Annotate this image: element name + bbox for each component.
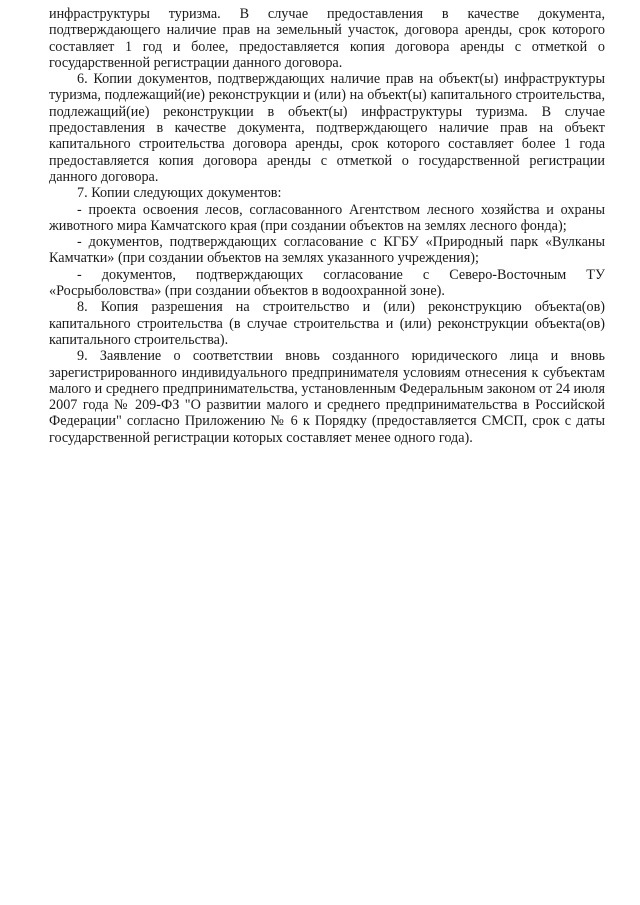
paragraph-9: 9. Заявление о соответствии вновь созданного юридического лица и вновь зарегистрированного индивидуального предпринимателя условиям отнесения к субъектам малого и среднего предпринимательства, установленным Федеральным законом от 24 июля 2007 года № 209-ФЗ "О развитии малого и среднего предпринимательства в Российской Федерации" согласно Приложению № 6 к Порядку (предоставляется СМСП, срок с даты государственной регистрации которых составляет менее одного года). xyxy=(49,348,605,446)
paragraph-6: 6. Копии документов, подтверждающих наличие прав на объект(ы) инфраструктуры туризма, подлежащий(ие) реконструкции и (или) на объект(ы) капитального строительства, подлежащий(ие) реконструкции в объект(ы) инфраструктуры туризма. В случае предоставления в качестве документа, подтверждающего наличие прав на объект капитального строительства договора аренды, срок которого составляет более 1 года предоставляется копия договора аренды с отметкой о государственной регистрации данного договора. xyxy=(49,71,605,185)
document-body xyxy=(49,6,605,446)
paragraph-7-item-forest-project: - проекта освоения лесов, согласованного Агентством лесного хозяйства и охраны животного мира Камчатского края (при создании объектов на землях лесного фонда); xyxy=(49,201,605,234)
paragraph-7-item-rosrybolovstvo: - документов, подтверждающих согласование с Северо-Восточным ТУ «Росрыболовства» (при создании объектов в водоохранной зоне). xyxy=(49,266,605,300)
paragraph-7-item-nature-park: - документов, подтверждающих согласование с КГБУ «Природный парк «Вулканы Камчатки» (при создании объектов на землях указанного учреждения); xyxy=(49,234,605,267)
paragraph-8: 8. Копия разрешения на строительство и (или) реконструкцию объекта(ов) капитального строительства (в случае строительства и (или) реконструкции объекта(ов) капитального строительства). xyxy=(49,299,605,348)
paragraph-7: 7. Копии следующих документов: xyxy=(77,185,282,202)
paragraph-5-continuation: инфраструктуры туризма. В случае предоставления в качестве документа, подтверждающего наличие прав на земельный участок, договора аренды, срок которого составляет 1 год и более, предоставляется копия договора аренды с отметкой о государственной регистрации данного договора. xyxy=(49,6,605,71)
